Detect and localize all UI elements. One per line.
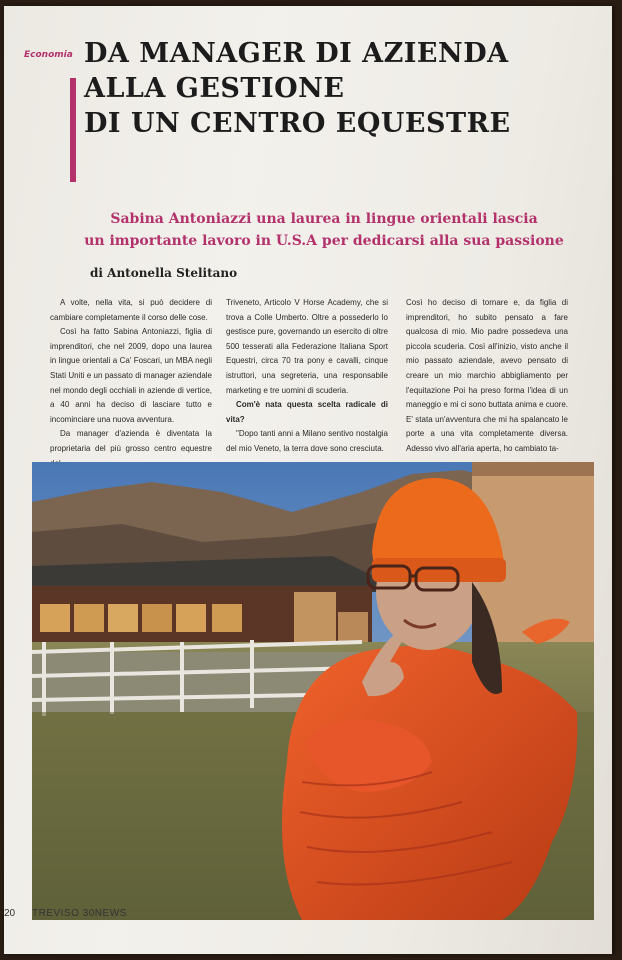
text-column-1	[50, 296, 212, 471]
title-line: DI UN CENTRO EQUESTRE	[84, 108, 511, 139]
paragraph: Triveneto, Articolo V Horse Academy, che si trova a Colle Umberto. Oltre a possederlo lo gestisce pure, governando un esercito di oltre 500 tesserati alla Federazione Italiana Sport Equestri, circa 70 tra pony e cavalli, cinque istruttori, una segreteria, una responsabile marketing e tre uomini di scuderia.	[226, 298, 388, 395]
text-column-3	[406, 296, 568, 457]
interview-question: Com'è nata questa scelta radicale di vita?	[226, 400, 388, 424]
title-line: ALLA GESTIONE	[84, 73, 345, 104]
paragraph: A volte, nella vita, si può decidere di cambiare completamente il corso delle cose.	[50, 298, 212, 322]
text-column-2	[226, 296, 388, 457]
magazine-page	[4, 6, 612, 954]
subtitle-line: un importante lavoro in U.S.A per dedicarsi alla sua passione	[84, 233, 564, 249]
article-photo	[32, 462, 594, 920]
byline: di Antonella Stelitano	[90, 266, 238, 280]
paragraph: Da manager d'azienda è diventata la proprietaria del più grosso centro equestre	[50, 429, 212, 453]
paragraph: "Dopo tanti anni a Milano sentivo nostalgia del mio Veneto, la terra dove sono cresciuta.	[226, 429, 388, 453]
magazine-name: TREVISO 30NEWS	[32, 908, 127, 919]
subtitle-line: Sabina Antoniazzi una laurea in lingue orientali lascia	[110, 211, 538, 227]
article-title	[84, 36, 604, 141]
paragraph: Così ha fatto Sabina Antoniazzi, figlia di imprenditori, che nel 2009, dopo una laurea in lingue orientali a Ca' Foscari, un MBA negli Stati Uniti e un passato di manager aziendale nel mondo degli occhiali in aziende di vertice, a 40 anni ha deciso di lasciare tutto e incominciare una nuova avventura.	[50, 327, 212, 424]
paragraph: Così ho deciso di tornare e, da figlia di imprenditori, ho subito pensato a fare qualcosa di mio. Mio padre possedeva una piccola scuderia. Così all'inizio, visto anche il mio passato aziendale, avevo pensato di creare un mio marchio abbigliamento per l'equitazione Poi ha preso forma l'idea di un maneggio e mi ci sono buttata anima e cuore. E' stata un'avventura che mi ha spalancato le porte a una vita completamente diversa. Adesso vivo all'aria aperta, ho cambiato ta-	[406, 298, 568, 453]
title-line: DA MANAGER DI AZIENDA	[84, 38, 509, 69]
article-subtitle	[34, 208, 614, 252]
section-label: Economia	[24, 50, 73, 60]
title-accent-bar	[70, 78, 76, 182]
page-number: 20	[4, 908, 16, 919]
